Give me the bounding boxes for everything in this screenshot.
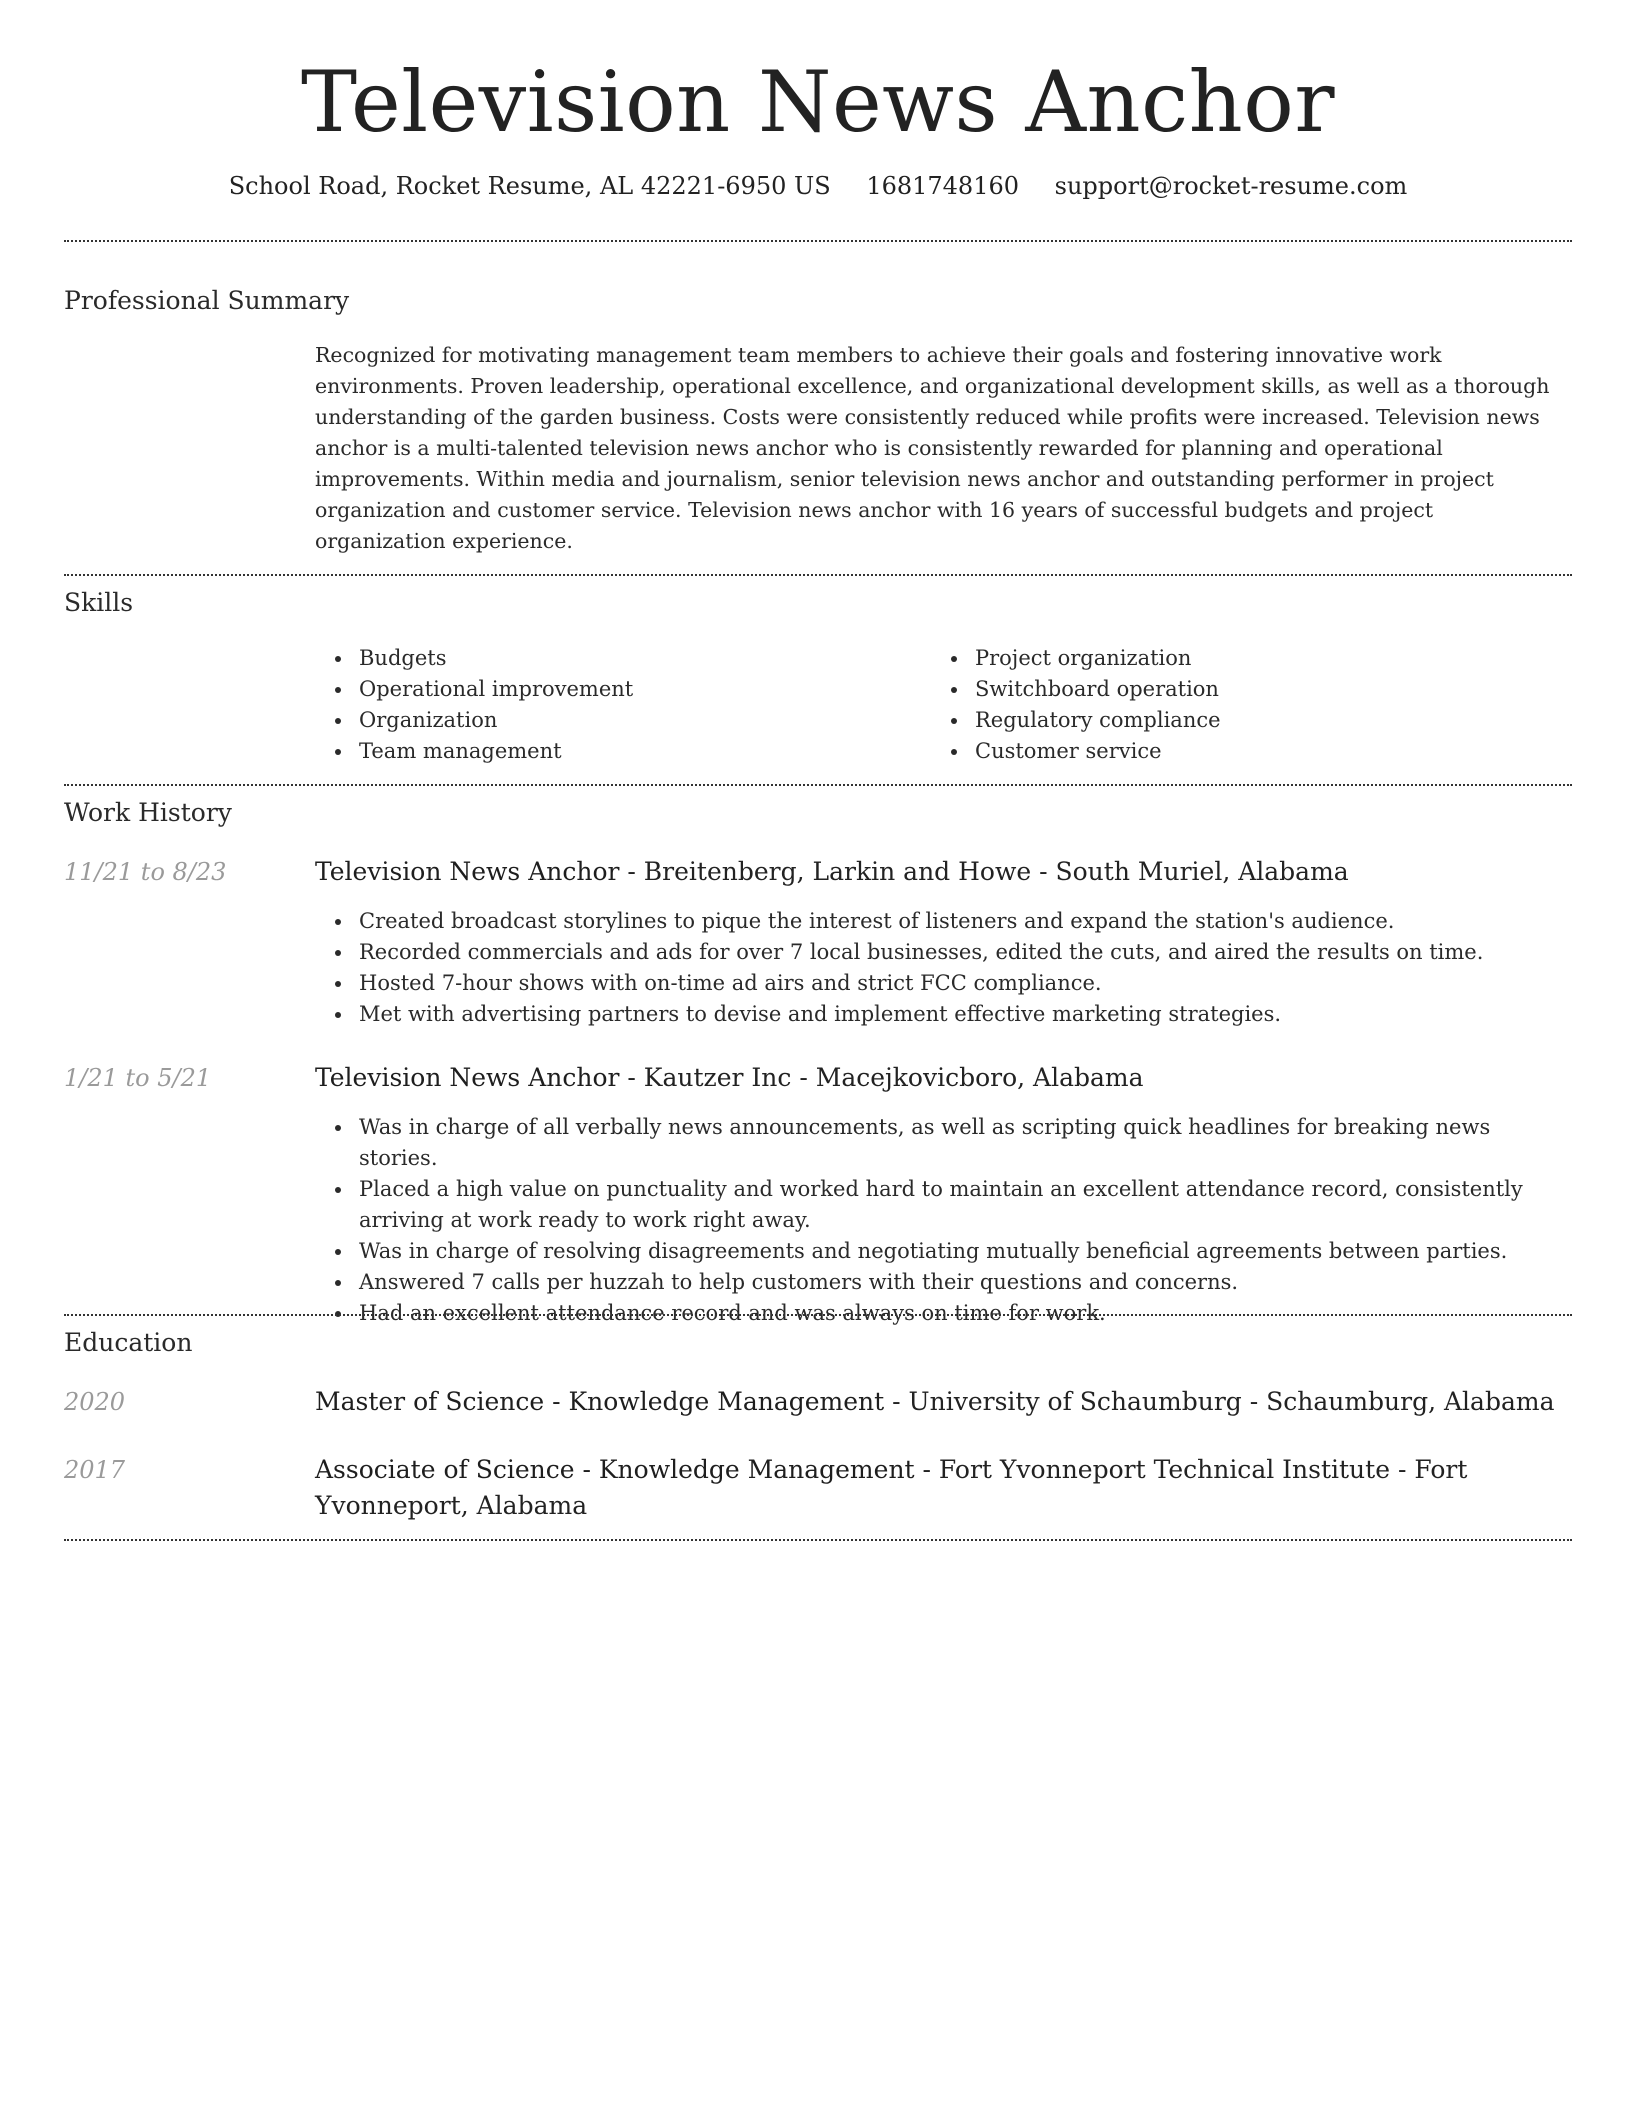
skill-item: Project organization [931,643,1531,674]
skill-item: Customer service [931,736,1531,767]
education-degree: Associate of Science - Knowledge Management [315,1455,915,1484]
job-dates: 1/21 to 5/21 [64,1064,212,1092]
job-bullets [315,906,1575,1030]
education-degree: Master of Science - Knowledge Management [315,1387,885,1416]
section-title-work: Work History [64,798,232,827]
job-bullet: Was in charge of resolving disagreements and negotiating mutually beneficial agreements between parties. [315,1236,1575,1267]
job-bullet: Had an excellent attendance record and was always on time for work. [315,1298,1575,1329]
divider [64,240,1572,242]
education-entry [315,1452,1575,1524]
summary-text: Recognized for motivating management team members to achieve their goals and fostering innovative work environments. Proven leadership, operational excellence, and organizational development skills, as well as a thorough understanding of the garden business. Costs were consistently reduced while profits were increased. Television news anchor is a multi-talented television news anchor who is consistently rewarded for planning and operational improvements. Within media and journalism, senior television news anchor and outstanding performer in project organization and customer service. Television news anchor with 16 years of successful budgets and project organization experience. [315,343,1550,553]
divider [64,784,1572,786]
contact-line [64,170,1572,202]
job-bullet: Hosted 7-hour shows with on-time ad airs and strict FCC compliance. [315,968,1575,999]
job-role: Television News Anchor [315,1063,620,1092]
skill-item: Regulatory compliance [931,705,1531,736]
job-bullet: Answered 7 calls per huzzah to help customers with their questions and concerns. [315,1267,1575,1298]
job-bullets [315,1112,1575,1329]
skill-item: Team management [315,736,875,767]
skill-item: Budgets [315,643,875,674]
contact-address: School Road, Rocket Resume, AL 42221-6950 US [228,172,831,200]
education-details: - University of Schaumburg - Schaumburg, Alabama [884,1387,1555,1416]
job-details: - Breitenberg, Larkin and Howe - South Muriel, Alabama [619,857,1349,886]
job-role: Television News Anchor [315,857,620,886]
contact-email: support@rocket-resume.com [1054,172,1408,200]
divider [64,574,1572,576]
divider [64,1314,1572,1316]
section-title-summary: Professional Summary [64,286,350,315]
section-title-education: Education [64,1328,193,1357]
skills-list-right [931,643,1531,767]
job-details: - Kautzer Inc - Macejkovicboro, Alabama [619,1063,1144,1092]
skills-list-left [315,643,875,767]
education-entry [315,1384,1575,1420]
job-bullet: Placed a high value on punctuality and worked hard to maintain an excellent attendance record, consistently arriving at work ready to work right away. [315,1174,1575,1236]
divider [64,1539,1572,1541]
job-bullet: Created broadcast storylines to pique the interest of listeners and expand the station's audience. [315,906,1575,937]
skill-item: Switchboard operation [931,674,1531,705]
resume-page [64,0,1572,1520]
skill-item: Organization [315,705,875,736]
section-title-skills: Skills [64,588,134,617]
job-bullet: Recorded commercials and ads for over 7 local businesses, edited the cuts, and aired the results on time. [315,937,1575,968]
education-year: 2017 [64,1456,126,1484]
resume-name: Television News Anchor [300,53,1335,151]
skill-item: Operational improvement [315,674,875,705]
job-bullet: Was in charge of all verbally news announcements, as well as scripting quick headlines for breaking news stories. [315,1112,1575,1174]
job-title [315,854,1575,890]
job-title [315,1060,1575,1096]
education-year: 2020 [64,1388,126,1416]
education-details: - Fort Yvonneport Technical Institute - Fort Yvonneport, Alabama [315,1455,1468,1520]
contact-phone: 1681748160 [866,172,1020,200]
job-dates: 11/21 to 8/23 [64,858,227,886]
job-bullet: Met with advertising partners to devise and implement effective marketing strategies. [315,999,1575,1030]
